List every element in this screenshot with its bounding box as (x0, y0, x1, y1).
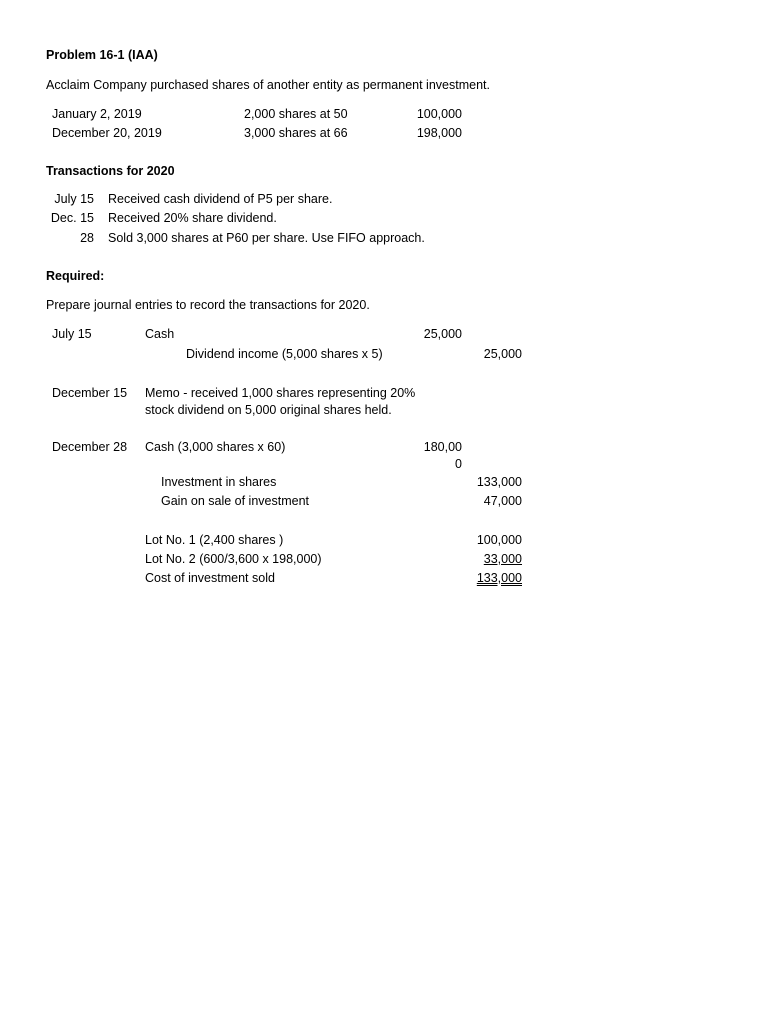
cost-row-amount (460, 551, 522, 567)
debit-account: Cash (3,000 shares x 60) (145, 440, 286, 454)
instruction-text: Prepare journal entries to record the transactions for 2020. (46, 298, 370, 312)
entry-date: July 15 (52, 327, 92, 341)
cost-amount-underlined: 33,000 (483, 552, 522, 566)
memo-line: Memo - received 1,000 shares representing 20% (145, 386, 416, 400)
transaction-text: Sold 3,000 shares at P60 per share. Use FIFO approach. (108, 231, 425, 245)
cost-row-label: Lot No. 1 (2,400 shares ) (145, 533, 284, 547)
entry-date: December 28 (52, 440, 128, 454)
purchase-date: December 20, 2019 (52, 126, 162, 140)
problem-title: Problem 16-1 (IAA) (46, 48, 158, 62)
credit-amount: 133,000 (476, 475, 522, 489)
transaction-text: Received cash dividend of P5 per share. (108, 192, 333, 206)
credit-amount: 25,000 (483, 347, 522, 361)
debit-amount-wrap: 0 (455, 457, 462, 471)
cost-row-label: Lot No. 2 (600/3,600 x 198,000) (145, 552, 322, 566)
transaction-date: July 15 (54, 192, 94, 206)
purchase-amount: 100,000 (416, 107, 462, 121)
cost-total-double-underlined: 133,000 (476, 571, 522, 585)
cost-total-label: Cost of investment sold (145, 571, 275, 585)
cost-total-amount (460, 570, 522, 586)
intro-text: Acclaim Company purchased shares of another entity as permanent investment. (46, 78, 490, 92)
transaction-date: 28 (80, 231, 94, 245)
debit-account: Cash (145, 327, 175, 341)
credit-amount: 47,000 (483, 494, 522, 508)
required-heading: Required: (46, 269, 105, 283)
credit-account: Gain on sale of investment (161, 494, 309, 508)
purchase-desc: 3,000 shares at 66 (244, 126, 348, 140)
memo-line: stock dividend on 5,000 original shares held. (145, 403, 392, 417)
purchase-date: January 2, 2019 (52, 107, 142, 121)
debit-amount: 180,00 (423, 440, 462, 454)
credit-account: Dividend income (5,000 shares x 5) (186, 347, 383, 361)
entry-date: December 15 (52, 386, 128, 400)
transaction-text: Received 20% share dividend. (108, 211, 277, 225)
transactions-heading: Transactions for 2020 (46, 164, 175, 178)
purchase-amount: 198,000 (416, 126, 462, 140)
transaction-date: Dec. 15 (50, 211, 94, 225)
credit-account: Investment in shares (161, 475, 277, 489)
cost-row-amount: 100,000 (476, 533, 522, 547)
purchase-desc: 2,000 shares at 50 (244, 107, 348, 121)
debit-amount: 25,000 (423, 327, 462, 341)
